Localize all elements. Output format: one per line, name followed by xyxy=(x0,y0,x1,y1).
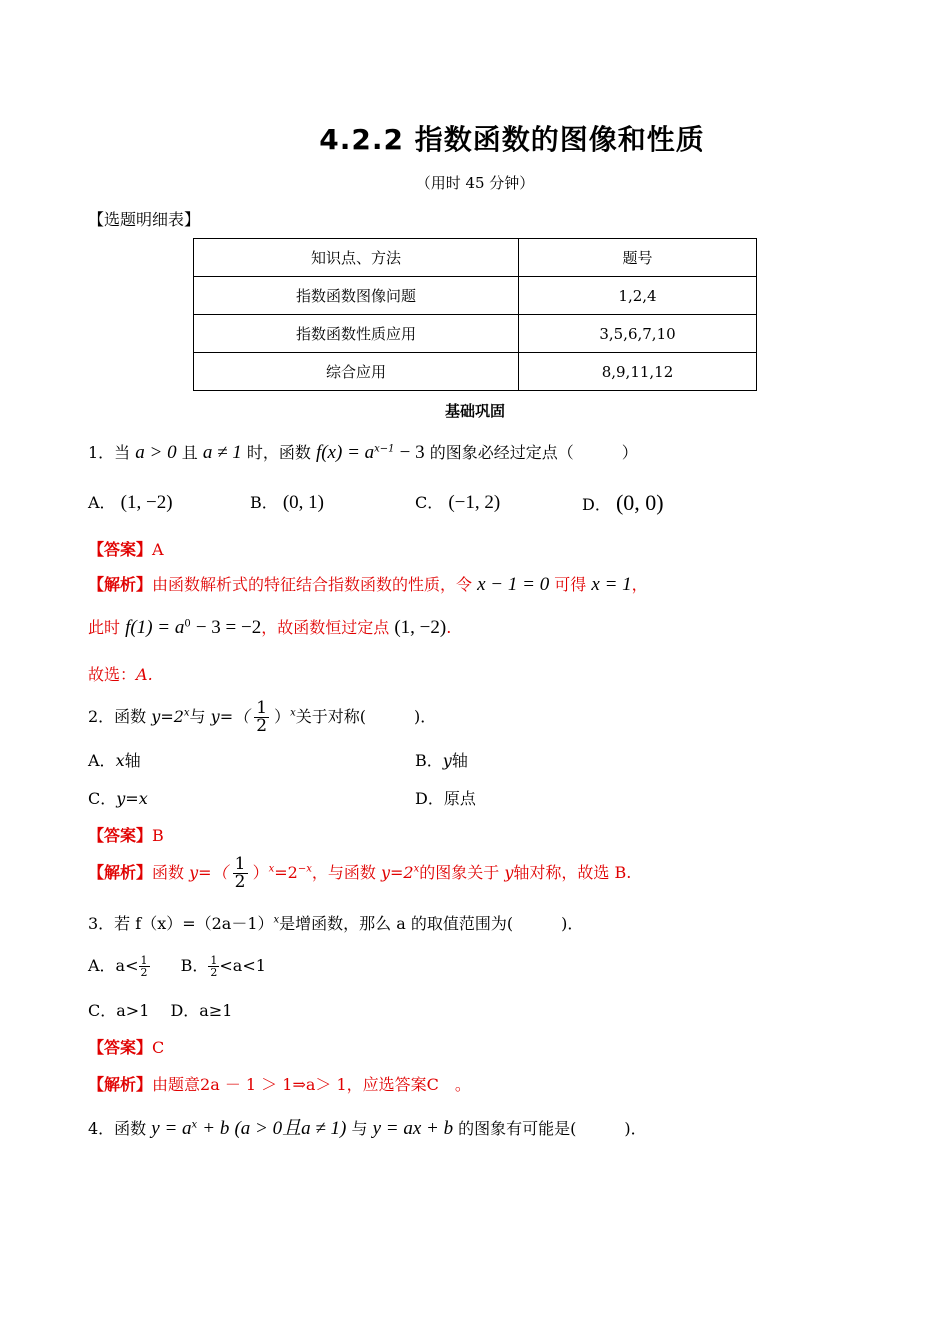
fraction-denominator: 2 xyxy=(256,716,268,736)
option-label: A．a< xyxy=(88,956,139,975)
q1-option-b xyxy=(250,490,324,514)
option-label: D． xyxy=(582,495,611,514)
table-row xyxy=(194,315,757,353)
q2-option-b xyxy=(415,748,468,771)
option-value: (−1, 2) xyxy=(448,492,501,513)
q1-time: 时，函数 xyxy=(246,443,311,462)
q1-option-c xyxy=(415,490,500,514)
option-label: D．原点 xyxy=(415,789,476,808)
answer-tag: 【答案】 xyxy=(88,1038,153,1057)
q4-func: y = a xyxy=(151,1118,192,1139)
fraction-denominator: 2 xyxy=(234,872,246,892)
q2-option-d xyxy=(415,786,476,809)
page-subtitle: （用时 45 分钟） xyxy=(415,174,535,192)
fraction-numerator: 1 xyxy=(140,954,148,967)
analysis-text: ） xyxy=(252,863,269,882)
option-value: (0, 0) xyxy=(615,490,664,515)
q1-option-a xyxy=(88,490,173,514)
analysis-text: y xyxy=(504,863,514,882)
answer-value: A xyxy=(152,540,164,559)
answer-value: C xyxy=(152,1038,165,1057)
table-row xyxy=(194,353,757,391)
q2-text: 与 xyxy=(189,707,206,726)
option-label: C．a>1 xyxy=(88,1001,150,1020)
topic-table xyxy=(193,238,757,391)
q4-func: y = ax + b xyxy=(372,1118,454,1139)
option-value: y=x xyxy=(116,789,148,808)
option-value: 轴 xyxy=(124,751,141,770)
question-4 xyxy=(88,1113,647,1140)
option-label: B． xyxy=(180,956,209,975)
q2-answer xyxy=(88,823,164,846)
table-header-row xyxy=(194,239,757,277)
table-row xyxy=(194,277,757,315)
q3-answer xyxy=(88,1035,164,1058)
q3-fraction-b xyxy=(208,955,219,978)
q1-analysis-line2 xyxy=(88,615,451,639)
q4-exp: x xyxy=(191,1119,198,1131)
q2-func: y=2 xyxy=(151,707,184,726)
option-label: B． xyxy=(250,493,278,512)
analysis-text: ，与函数 xyxy=(311,863,376,882)
analysis-text: . xyxy=(446,618,452,637)
table-label: 【选题明细表】 xyxy=(88,210,201,229)
q1-and: 且 xyxy=(181,443,198,462)
q4-func: + b xyxy=(202,1118,230,1139)
table-cell: 1,2,4 xyxy=(519,277,757,315)
q3-options-cd xyxy=(88,998,232,1021)
analysis-text: y=2 xyxy=(380,863,414,882)
answer-value: B xyxy=(152,826,164,845)
q1-func: f(x) = a xyxy=(315,442,375,463)
analysis-exp: x xyxy=(268,863,275,875)
q2-option-c xyxy=(88,786,148,809)
analysis-eq: x − 1 = 0 xyxy=(477,574,550,595)
q2-option-a xyxy=(88,748,141,771)
q1-answer xyxy=(88,537,164,560)
option-label: C． xyxy=(415,493,444,512)
option-value: (0, 1) xyxy=(282,492,325,513)
table-cell: 指数函数性质应用 xyxy=(194,315,519,353)
q3-fraction-a xyxy=(139,955,150,978)
table-cell: 指数函数图像问题 xyxy=(194,277,519,315)
q2-fraction xyxy=(254,700,269,735)
option-label: B． xyxy=(415,751,443,770)
analysis-eq: f(1) = a xyxy=(125,617,185,638)
analysis-text: 可得 xyxy=(554,575,587,594)
option-value: (1, −2) xyxy=(120,492,173,513)
analysis-text: ，故函数恒过定点 xyxy=(261,618,390,637)
q2-text: 2．函数 xyxy=(88,707,147,726)
fraction-denominator: 2 xyxy=(210,966,218,979)
analysis-text: A. xyxy=(136,665,153,684)
fraction-numerator: 1 xyxy=(256,698,268,718)
table-header: 题号 xyxy=(519,239,757,277)
answer-tag: 【答案】 xyxy=(88,826,153,845)
table-cell: 8,9,11,12 xyxy=(519,353,757,391)
q1-analysis-line1 xyxy=(88,572,648,596)
analysis-tag: 【解析】 xyxy=(88,575,153,594)
q1-tail: − 3 xyxy=(399,442,425,463)
q2-text: 关于对称( )． xyxy=(295,707,437,726)
q4-text: 的图象有可能是( )． xyxy=(458,1119,647,1138)
q1-choose xyxy=(88,662,153,685)
q1-cond2: a ≠ 1 xyxy=(202,442,242,463)
q3-analysis xyxy=(88,1072,471,1095)
analysis-text: 由函数解析式的特征结合指数函数的性质，令 xyxy=(152,575,473,594)
option-label: A． xyxy=(88,751,116,770)
q4-text: 4．函数 xyxy=(88,1119,147,1138)
analysis-text: 轴对称，故选 B. xyxy=(513,863,632,882)
q1-option-d xyxy=(582,490,664,516)
q3-text: 是增函数，那么 a 的取值范围为( )． xyxy=(279,914,584,933)
analysis-tag: 【解析】 xyxy=(88,1075,153,1094)
q3-options-ab xyxy=(88,953,266,978)
option-value: 轴 xyxy=(451,751,468,770)
table-cell: 综合应用 xyxy=(194,353,519,391)
analysis-exp: x xyxy=(413,863,420,875)
analysis-exp: 0 xyxy=(184,618,191,630)
q4-text: 与 xyxy=(351,1119,368,1138)
option-label: D．a≥1 xyxy=(170,1001,233,1020)
q1-exp: x−1 xyxy=(374,443,395,455)
section-heading: 基础巩固 xyxy=(444,402,505,420)
page-title: 4.2.2 指数函数的图像和性质 xyxy=(319,123,705,156)
question-3 xyxy=(88,911,583,934)
option-value: y xyxy=(442,751,452,770)
q2-analysis-fraction xyxy=(233,856,248,891)
table-cell: 3,5,6,7,10 xyxy=(519,315,757,353)
analysis-eq: (1, −2) xyxy=(394,617,447,638)
option-label: A． xyxy=(88,493,116,512)
q2-analysis xyxy=(88,856,631,891)
option-value: x xyxy=(115,751,125,770)
table-header: 知识点、方法 xyxy=(194,239,519,277)
answer-tag: 【答案】 xyxy=(88,540,153,559)
analysis-text: 由题意2a － 1 ＞ 1⇒a＞ 1，应选答案C 。 xyxy=(152,1075,471,1094)
analysis-text: 的图象关于 xyxy=(419,863,500,882)
analysis-text: 此时 xyxy=(88,618,121,637)
analysis-eq: − 3 = −2 xyxy=(195,617,262,638)
fraction-numerator: 1 xyxy=(210,954,218,967)
analysis-text: =2 xyxy=(274,863,298,882)
analysis-text: 函数 xyxy=(152,863,185,882)
q2-func: y=（ xyxy=(210,707,250,726)
option-value: <a<1 xyxy=(219,956,266,975)
q3-exp: x xyxy=(273,914,280,926)
q1-cond1: a > 0 xyxy=(135,442,177,463)
question-1 xyxy=(88,440,638,464)
analysis-text: 故选： xyxy=(88,665,137,684)
fraction-numerator: 1 xyxy=(234,854,246,874)
analysis-text: y=（ xyxy=(189,863,228,882)
q4-cond: (a > 0且a ≠ 1) xyxy=(234,1118,347,1139)
analysis-tag: 【解析】 xyxy=(88,863,153,882)
q1-num: 1．当 xyxy=(88,443,131,462)
question-2 xyxy=(88,700,436,735)
q3-text: 3．若 f（x）=（2a－1） xyxy=(88,914,274,933)
option-label: C． xyxy=(88,789,117,808)
analysis-eq: x = 1 xyxy=(591,574,632,595)
analysis-text: ， xyxy=(631,575,648,594)
analysis-exp: −x xyxy=(297,863,312,875)
fraction-denominator: 2 xyxy=(140,966,148,979)
q1-end: 的图象必经过定点（ ） xyxy=(429,443,638,462)
q2-text: ） xyxy=(274,707,291,726)
q2-exp: x xyxy=(183,707,190,719)
q2-exp: x xyxy=(290,707,296,719)
